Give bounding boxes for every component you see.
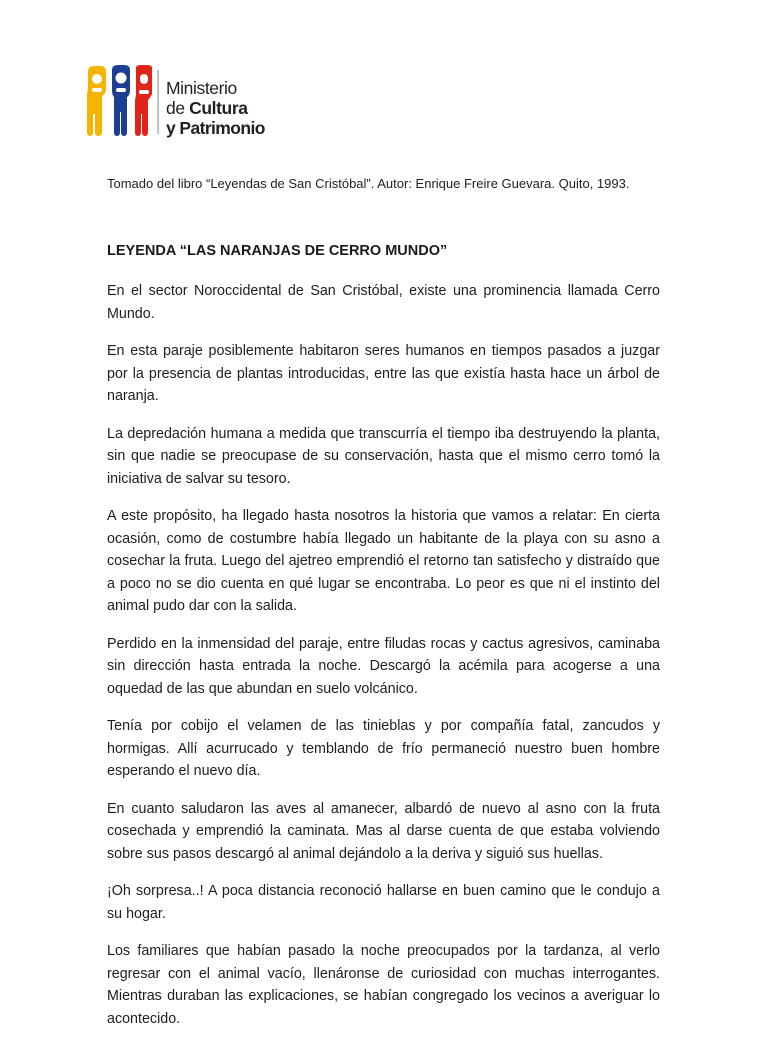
logo-line-ministerio: Ministerio <box>166 78 237 98</box>
logo-line-patrimonio: y Patrimonio <box>166 118 265 138</box>
paragraph: Los familiares que habían pasado la noche preocupados por la tardanza, al verlo regresar con el animal vacío, llenáronse de curiosidad con muchas interrogantes. Mientras duraban las explicaciones, se habían congregado los vecinos a averiguar lo acontecido. <box>107 943 660 1027</box>
paragraph: La depredación humana a medida que transcurría el tiempo iba destruyendo la planta, sin que nadie se preocupase de su conservación, hasta que el mismo cerro tomó la iniciativa de salvar su tesoro. <box>107 425 660 487</box>
logo-separator <box>158 70 159 134</box>
logo-line-cultura-bold: Cultura <box>189 98 248 118</box>
paragraph: En cuanto saludaron las aves al amanecer, albardó de nuevo al asno con la fruta cosechada y emprendió la caminata. Mas al darse cuenta de que estaba volviendo sobre sus pasos descargó al animal dejándolo a la deriva y siguió sus huellas. <box>107 800 660 862</box>
paragraph: En el sector Noroccidental de San Cristóbal, existe una prominencia llamada Cerro Mundo. <box>107 283 660 322</box>
logo-line-cultura-prefix: de <box>166 98 190 118</box>
source-citation: Tomado del libro “Leyendas de San Cristóbal”. Autor: Enrique Freire Guevara. Quito, 1993. <box>107 176 630 191</box>
emblem-figure-yellow <box>87 66 106 136</box>
ministry-emblem-icon <box>86 64 160 138</box>
paragraph: ¡Oh sorpresa..! A poca distancia reconoció hallarse en buen camino que le condujo a su hogar. <box>107 883 660 922</box>
logo-line-cultura <box>166 98 265 118</box>
legend-body <box>107 280 660 1045</box>
ministry-logo <box>86 64 266 138</box>
paragraph: A este propósito, ha llegado hasta nosotros la historia que vamos a relatar: En cierta ocasión, como de costumbre había llegado un habitante de la playa con su asno a cosechar la fruta. Luego del ajetreo emprendió el retorno tan satisfecho y distraído que a poco no se dio cuenta en qué lugar se encontraba. Lo peor es que ni el instinto del animal pudo dar con la salida. <box>107 508 660 614</box>
logo-wordmark <box>166 78 265 138</box>
paragraph: Perdido en la inmensidad del paraje, entre filudas rocas y cactus agresivos, caminaba sin dirección hasta entrada la noche. Descargó la acémila para acogerse a una oquedad de las que abundan en suelo volcánico. <box>107 635 660 697</box>
legend-title: LEYENDA “LAS NARANJAS DE CERRO MUNDO” <box>107 243 448 259</box>
emblem-figure-blue <box>112 65 130 136</box>
emblem-figure-red <box>135 65 152 136</box>
paragraph: En esta paraje posiblemente habitaron seres humanos en tiempos pasados a juzgar por la presencia de plantas introducidas, entre las que existía hasta hace un árbol de naranja. <box>107 343 660 404</box>
paragraph: Tenía por cobijo el velamen de las tinieblas y por compañía fatal, zancudos y hormigas. Allí acurrucado y temblando de frío permaneció nuestro buen hombre esperando el nuevo día. <box>107 718 660 779</box>
